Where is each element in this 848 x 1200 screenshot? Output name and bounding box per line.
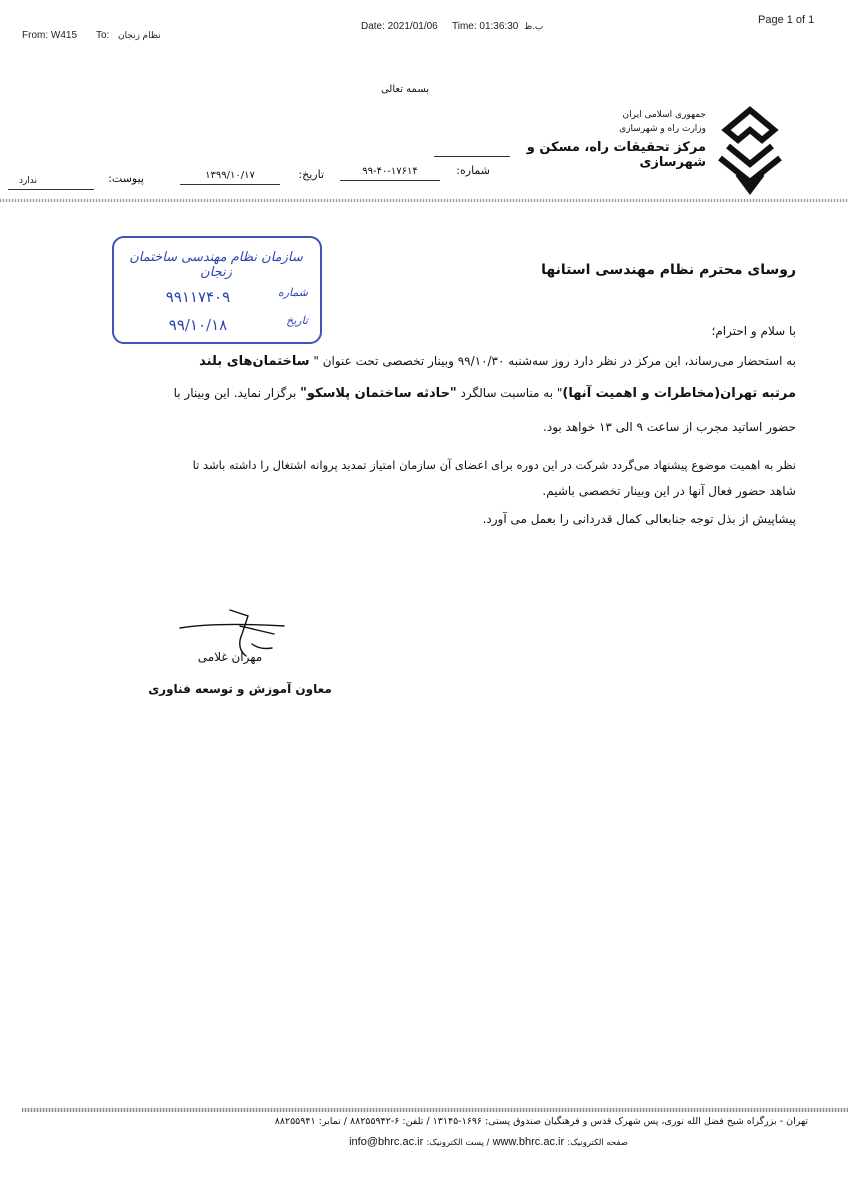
recipient: روسای محترم نظام مهندسی استانها [541, 262, 796, 278]
stamp-number-value: ۹۹۱۱۷۴۰۹ [165, 288, 231, 306]
stamp-title: سازمان نظام مهندسی ساختمان زنجان [129, 250, 303, 280]
paragraph-4: نظر به اهمیت موضوع پیشنهاد می‌گردد شرکت در این دوره برای اعضای آن سازمان امتیاز تمدید پروانه اشتغال را داشته باشد تا [192, 458, 796, 472]
stamp-date-value: ۹۹/۱۰/۱۸ [168, 316, 228, 334]
fax-time: Time: 01:36:30 [452, 21, 519, 32]
meta-date-value: ۱۳۹۹/۱۰/۱۷ [205, 170, 255, 181]
meta-number-label: شماره: [456, 164, 490, 177]
meta-date-label: تاریخ: [298, 168, 324, 181]
received-stamp [112, 236, 322, 344]
paragraph-2 [40, 380, 796, 407]
signatory-title: معاون آموزش و توسعه فناوری [148, 682, 332, 696]
meta-date-line [180, 184, 280, 185]
footer-email-label: / پست الکترونیک: [426, 1138, 490, 1148]
p2-text-1: " به مناسبت سالگرد [456, 386, 563, 400]
signatory-name: مهران غلامی [197, 650, 263, 664]
meta-attachment-line [8, 189, 94, 190]
p1-text: به استحضار می‌رساند، این مرکز در نظر دارد روز سه‌شنبه ۹۹/۱۰/۳۰ وبینار تخصصی تحت عنوان " [309, 354, 796, 368]
fax-page: Page 1 of 1 [758, 14, 815, 26]
footer-web-label: صفحه الکترونیک: [567, 1138, 628, 1148]
bhrc-logo [714, 104, 786, 196]
org-underline [434, 156, 510, 157]
footer-contacts [200, 1136, 628, 1148]
header-divider [0, 199, 848, 202]
paragraph-3: حضور اساتید مجرب از ساعت ۹ الی ۱۳ خواهد بود. [543, 420, 796, 434]
stamp-date-label: تاریخ [286, 314, 308, 327]
fax-date: Date: 2021/01/06 [361, 21, 438, 32]
fax-time-suffix: ب.ظ [524, 21, 544, 31]
greeting: با سلام و احترام؛ [711, 324, 796, 338]
p1-bold: ساختمان‌های بلند [199, 354, 310, 369]
org-line-2: وزارت راه و شهرسازی [619, 124, 706, 134]
fax-header [0, 0, 848, 45]
meta-number-line [340, 180, 440, 181]
footer-divider [22, 1108, 848, 1112]
paragraph-6: پیشاپیش از بذل توجه جنابعالی کمال قدردانی را بعمل می آورد. [482, 512, 796, 526]
org-line-3: مرکز تحقیقات راه، مسکن و شهرسازی [526, 140, 706, 170]
p2-bold-1: مرتبه تهران(مخاطرات و اهمیت آنها) [562, 386, 796, 401]
footer-email[interactable]: info@bhrc.ac.ir [349, 1136, 424, 1148]
fax-from: From: W415 [22, 30, 78, 41]
footer-web[interactable]: www.bhrc.ac.ir [492, 1136, 565, 1148]
basmala: بسمه تعالی [380, 84, 430, 95]
fax-to-value: نظام زنجان [118, 30, 161, 40]
fax-to-label: To: [96, 30, 110, 41]
org-line-1: جمهوری اسلامی ایران [622, 110, 706, 120]
paragraph-5: شاهد حضور فعال آنها در این وبینار تخصصی باشیم. [542, 484, 796, 498]
p2-bold-2: "حادثه ساختمان پلاسکو" [300, 386, 457, 401]
stamp-number-label: شماره [277, 286, 308, 299]
meta-attachment-label: پیوست: [108, 172, 144, 185]
p2-text-2: برگزار نماید. این وبینار با [173, 386, 301, 400]
meta-attachment-value: ندارد [18, 176, 38, 186]
footer-address: تهران - بزرگراه شیخ فضل الله نوری، پس شهرک قدس و فرهنگیان صندوق پستی: ۱۶۹۶-۱۳۱۴۵ / تلفن: ۶-۸۸۲۵۵۹۴۲ / نمابر: ۸۸۲۵۵۹۴۱ [274, 1116, 808, 1127]
paragraph-1 [40, 348, 796, 375]
meta-number-value: ۹۹-۴۰-۱۷۶۱۴ [362, 166, 418, 177]
